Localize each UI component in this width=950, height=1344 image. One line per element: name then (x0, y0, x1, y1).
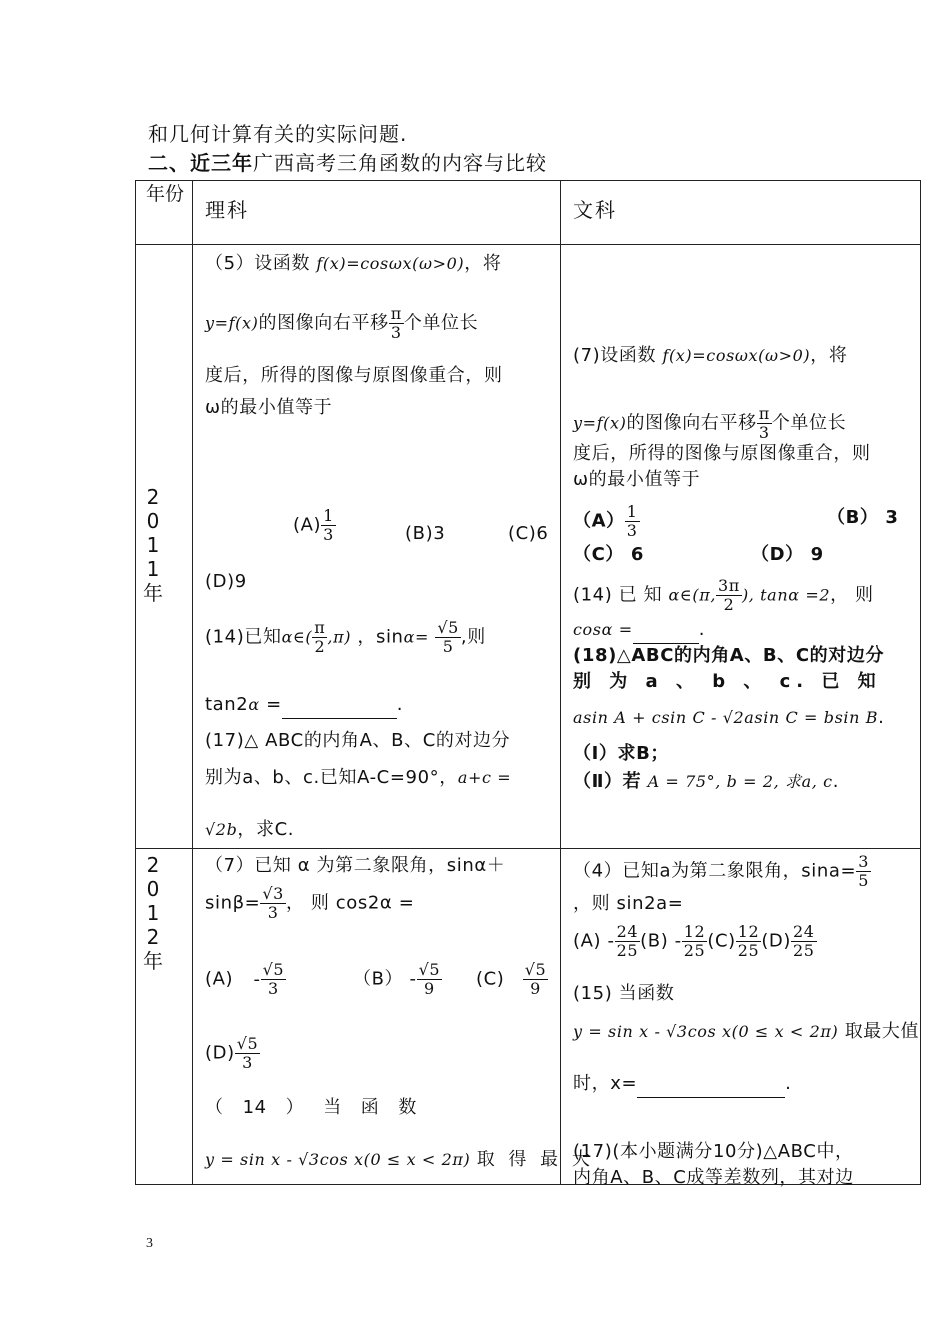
sci12-q7-optB: （B） - $\frac{√5}{9}$ (353, 960, 441, 998)
year-char: 0 (146, 877, 160, 901)
arts12-q15-line2: y = sin x - √3cos x(0 ≤ x < 2π) 取最大值 (573, 1021, 920, 1042)
answer-blank (637, 1071, 785, 1098)
sci11-q14-line1: (14)已知α∈( $\frac{\pi}{2}$ ,π) ，sinα= $\frac{√5}{5}$ ,则 (205, 618, 486, 656)
sci11-q17-line2: 别为a、b、c.已知A-C=90°，a+c = (205, 767, 512, 788)
year-char: 2 (146, 485, 160, 509)
year-cell-2012 (136, 849, 193, 1185)
arts11-q18-line1: (18)△ABC的内角A、B、C的对边分 (573, 645, 885, 666)
sci12-q7-optC: (C) $\frac{√5}{9}$ (476, 960, 547, 998)
year-char: 1 (146, 901, 160, 925)
arts11-q18-line3: asin A + csin C - √2asin C = bsin B. (573, 707, 885, 728)
sci11-q5-line1: （5）设函数 f(x)=cosωx(ω>0)，将 (205, 253, 502, 274)
year-char: 年 (143, 581, 163, 605)
sci12-q7-line2: sinβ= $\frac{√3}{3}$ ， 则 cos2α = (205, 884, 415, 922)
section-heading-bold: 二、近三年 (148, 151, 253, 175)
arts11-q7-optC: （C） 6 (573, 544, 645, 565)
answer-blank (282, 692, 397, 719)
year-cell-2011 (136, 245, 193, 849)
arts12-q4-options: (A) - $\frac{24}{25}$ (B) - $\frac{12}{25}$ (C) $\frac{12}{25}$ (D) $\frac{24}{25}$ (573, 922, 815, 960)
sci11-q5-line4: ω的最小值等于 (205, 397, 333, 418)
arts12-q15-line3: 时，x= . (573, 1071, 912, 1098)
arts11-q18-line2: 别 为 a 、 b 、 c. 已 知 (573, 671, 882, 692)
year-char: 1 (146, 533, 160, 557)
sci12-q14-line1: （ 14 ） 当 函 数 (205, 1097, 417, 1118)
arts-cell-2012 (561, 849, 921, 1188)
intro-text: 和几何计算有关的实际问题. (148, 122, 408, 146)
comparison-table (135, 180, 921, 1188)
sci11-q5-optC: (C)6 (508, 523, 549, 544)
arts11-q7-optD: （D） 9 (751, 544, 824, 565)
header-arts: 文科 (561, 181, 921, 245)
section-heading (148, 149, 547, 177)
arts11-q7-line4: ω的最小值等于 (573, 469, 701, 490)
answer-blank (633, 617, 699, 644)
arts11-q14-line1: (14) 已 知 α∈(π, $\frac{3\pi}{2}$ ), tanα =2， 则 (573, 576, 874, 614)
arts11-q7-line3: 度后，所得的图像与原图像重合，则 (573, 443, 871, 464)
sci11-q5-optD: (D)9 (205, 571, 247, 592)
arts12-q17-line2: 内角A、B、C成等差数列，其对边 (573, 1167, 854, 1188)
year-char: 1 (146, 557, 160, 581)
arts-cell-2011 (561, 245, 921, 849)
sci11-q17-line3: √2b，求C. (205, 819, 295, 840)
arts12-q15-line1: (15) 当函数 (573, 983, 675, 1004)
science-cell-2012 (193, 849, 594, 1185)
sci11-q5-line2: y=f(x)的图像向右平移 $\frac{\pi}{3}$ 个单位长 (205, 304, 479, 342)
arts11-q18-partI: （Ⅰ）求B； (573, 743, 670, 764)
sci11-q5-line3: 度后，所得的图像与原图像重合，则 (205, 365, 503, 386)
sci12-q7-line1: （7）已知 α 为第二象限角，sinα＋ (205, 855, 506, 876)
arts11-q7-optB: （B） 3 (827, 507, 899, 528)
sci12-q7-optD: (D) $\frac{√5}{3}$ (205, 1034, 259, 1072)
table-header-row (136, 181, 921, 245)
fraction: $\frac{\pi}{3}$ (390, 304, 402, 342)
header-year: 年份 (136, 181, 193, 245)
arts11-q7-optA: （A） $\frac{1}{3}$ (573, 502, 638, 540)
sci12-q7-optA: (A) - $\frac{√5}{3}$ (205, 960, 285, 998)
year-char: 2 (146, 853, 160, 877)
science-cell-2011 (193, 245, 561, 849)
year-char: 年 (143, 949, 163, 973)
arts11-q14-line2: cosα = . (573, 617, 912, 644)
arts12-q17-line1: (17)(本小题满分10分)△ABC中， (573, 1141, 854, 1162)
arts12-q4-line2: ，则 sin2a= (573, 893, 684, 914)
table-row-2012 (136, 849, 921, 1185)
sci12-q14-line2: y = sin x - √3cos x(0 ≤ x < 2π) 取 得 最 大 (205, 1149, 594, 1170)
year-char: 2 (146, 925, 160, 949)
arts11-q7-line1: (7)设函数 f(x)=cosωx(ω>0)，将 (573, 345, 848, 366)
arts11-q7-line2: y=f(x)的图像向右平移 $\frac{\pi}{3}$ 个单位长 (573, 404, 847, 442)
page-number: 3 (146, 1236, 153, 1251)
arts12-q4-line1: （4）已知a为第二象限角，sina= $\frac{3}{5}$ (573, 852, 869, 890)
section-heading-rest: 广西高考三角函数的内容与比较 (253, 151, 547, 175)
table-row-2011 (136, 245, 921, 849)
header-science: 理科 (193, 181, 561, 245)
sci11-q5-optB: (B)3 (405, 523, 446, 544)
sci11-q5-optA: (A) $\frac{1}{3}$ (293, 506, 334, 544)
arts11-q18-partII: （Ⅱ）若 A = 75°, b = 2, 求a, c. (573, 771, 840, 792)
sci11-q17-line1: (17)△ ABC的内角A、B、C的对边分 (205, 730, 511, 751)
sci11-q14-line2: tan2α = . (205, 692, 552, 719)
year-char: 0 (146, 509, 160, 533)
